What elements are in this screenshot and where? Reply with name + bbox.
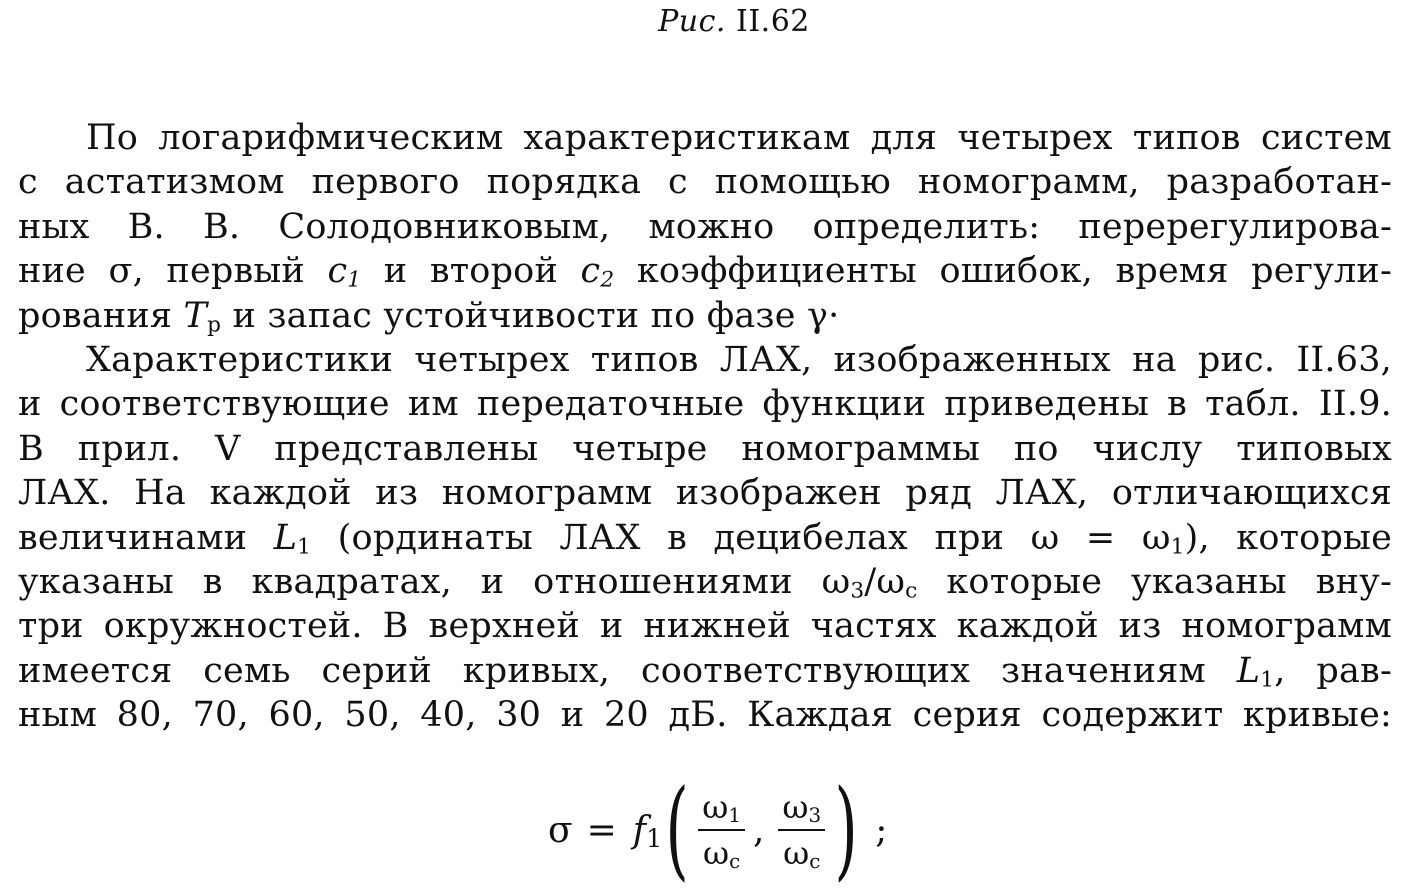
- c2-subscript: 2: [600, 267, 615, 293]
- p1-line-5: [18, 294, 1392, 338]
- frac1-num-omega: ω: [702, 788, 729, 826]
- func-subscript: 1: [646, 823, 663, 853]
- caption-label: Рис.: [658, 4, 726, 39]
- frac1-den-sub: с: [729, 849, 741, 873]
- p2-l8-text-b: , рав-: [1274, 650, 1392, 691]
- p1-line-1: По логарифмическим характеристикам для четырех типов систем: [86, 118, 1392, 158]
- frac1-num-sub: 1: [728, 803, 741, 827]
- p2-line-2: и соответствующие им передаточные функции приведены в табл. II.9.: [18, 384, 1392, 425]
- time-Tp: [184, 296, 222, 336]
- frac2-bar: [778, 829, 825, 831]
- p2-l5-text-a: величинами: [18, 517, 248, 558]
- omega1-subscript: 1: [1170, 533, 1185, 559]
- fraction-2: [778, 787, 825, 873]
- coef-c2: [581, 251, 615, 291]
- func-symbol: f: [632, 809, 647, 851]
- paragraph-2: [18, 338, 1392, 738]
- p1-line-2: с астатизмом первого порядка с помощью номограмм, разработан-: [18, 162, 1392, 203]
- p1-l5-text-a: рования: [18, 295, 173, 336]
- left-paren: (: [665, 767, 689, 892]
- frac2-num-omega: ω: [782, 788, 809, 826]
- coef-c1: [327, 251, 361, 291]
- frac1-bar: [698, 829, 745, 831]
- frac2-numerator: [778, 787, 825, 827]
- formula-equals: =: [586, 809, 617, 851]
- L1-symbol: L: [273, 517, 298, 558]
- c1-subscript: 1: [347, 267, 362, 293]
- p1-l4-text-c: коэффициенты ошибок, время регули-: [636, 251, 1392, 292]
- c1-symbol: c: [327, 251, 348, 292]
- paragraph-1: [18, 116, 1392, 338]
- p2-line-5: [18, 516, 1392, 560]
- p1-l4-text-b: и второй: [383, 251, 558, 292]
- p1-l5-text-b: и запас устойчивости по фазе γ·: [232, 295, 840, 336]
- right-paren: ): [834, 767, 858, 892]
- Tp-symbol: T: [183, 295, 208, 336]
- formula-sigma: [548, 767, 888, 892]
- p2-line-4: ЛАХ. На каждой из номограмм изображен ряд ЛАХ, отличающихся: [18, 473, 1392, 514]
- p2-l5-text-c: ), которые: [1184, 517, 1393, 558]
- Tp-subscript: р: [207, 311, 222, 337]
- p2-l6-text-a: указаны в квадратах, и отношениями ω: [18, 562, 851, 603]
- p2-line-1: Характеристики четырех типов ЛАХ, изображенных на рис. II.63,: [86, 340, 1392, 380]
- frac1-den-omega: ω: [703, 834, 730, 872]
- p2-line-3: В прил. V представлены четыре номограммы по числу типовых: [18, 428, 1392, 469]
- formula-lhs: σ: [548, 809, 573, 851]
- p2-line-7: три окружностей. В верхней и нижней частях каждой из номограмм: [18, 606, 1392, 647]
- p1-line-4: [18, 249, 1392, 293]
- formula-function: [633, 810, 662, 851]
- caption-number: II.62: [735, 4, 810, 39]
- L1-var-2: [1237, 651, 1274, 691]
- frac1-numerator: [698, 787, 745, 827]
- p2-l6-text-c: которые указаны вну-: [946, 562, 1392, 603]
- frac2-den-omega: ω: [783, 834, 810, 872]
- omega3-subscript: 3: [850, 578, 865, 604]
- figure-caption: [0, 4, 1408, 39]
- L1-var: [274, 518, 311, 558]
- formula-comma: ,: [752, 809, 765, 851]
- p1-l4-text-a: ние σ, первый: [18, 251, 305, 292]
- p2-line-6: [18, 560, 1392, 604]
- formula-semicolon: ;: [875, 809, 888, 851]
- L1-subscript: 1: [297, 533, 312, 559]
- p2-line-8: [18, 649, 1392, 693]
- L1-symbol-2: L: [1236, 650, 1261, 691]
- fraction-1: [698, 787, 745, 873]
- frac2-den-sub: с: [809, 849, 821, 873]
- p2-l8-text-a: имеется семь серий кривых, соответствующих значениям: [18, 650, 1206, 691]
- frac1-denominator: [699, 833, 744, 873]
- p2-line-9: ным 80, 70, 60, 50, 40, 30 и 20 дБ. Каждая серия содержит кривые:: [18, 695, 1392, 736]
- L1-subscript-2: 1: [1260, 667, 1275, 693]
- p2-l6-text-b: /ω: [864, 562, 906, 603]
- c2-symbol: c: [580, 251, 601, 292]
- frac2-denominator: [779, 833, 824, 873]
- omegac-subscript: с: [905, 578, 918, 604]
- p2-l5-text-b: (ординаты ЛАХ в децибелах при ω = ω: [337, 517, 1171, 558]
- p1-line-3: ных В. В. Солодовниковым, можно определить: перерегулирова-: [18, 206, 1392, 247]
- frac2-num-sub: 3: [808, 803, 822, 827]
